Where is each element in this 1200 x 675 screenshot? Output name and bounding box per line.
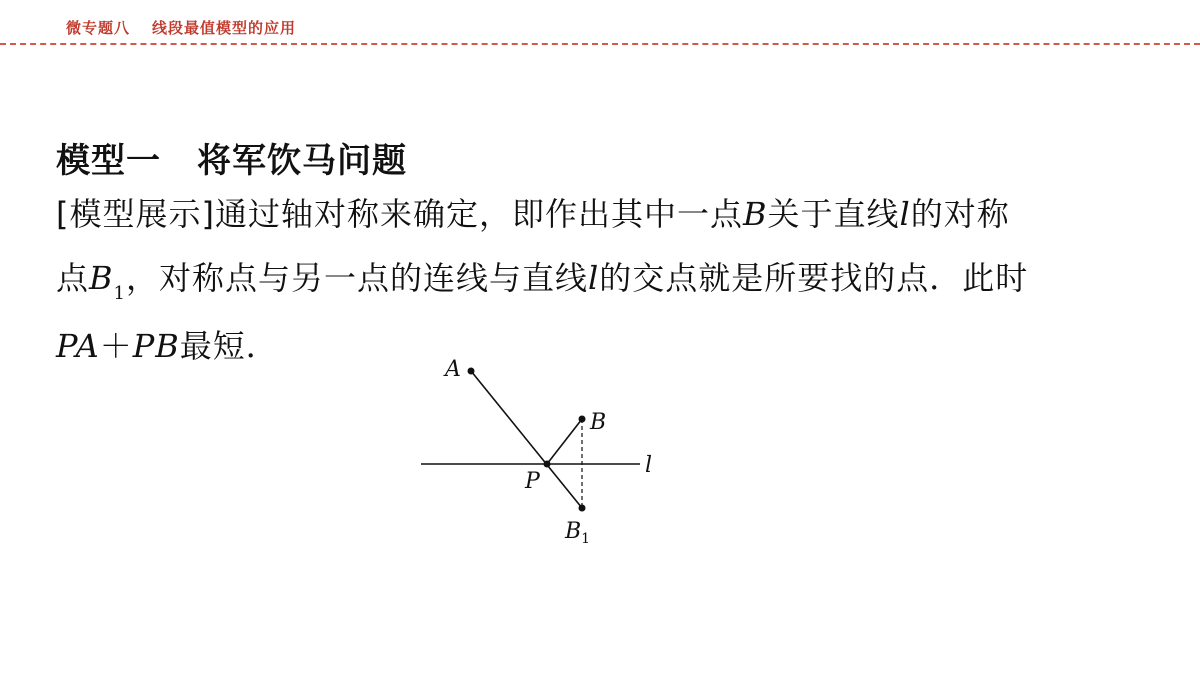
model-title-number: 模型一: [56, 141, 161, 181]
variable-B: B: [743, 195, 768, 233]
variable-B1-main: B: [89, 259, 114, 297]
model-title: [56, 138, 1156, 184]
point-P: [544, 461, 551, 468]
paragraph-line-2: [56, 244, 1156, 312]
label-A: A: [445, 357, 461, 382]
header-divider: [0, 43, 1200, 45]
text-segment: ，对称点与另一点的连线与直线: [125, 259, 588, 297]
point-B: [579, 416, 586, 423]
header-subtitle: 线段最值模型的应用: [152, 19, 297, 37]
plus-sign: ＋: [99, 327, 133, 365]
header-topic: 微专题八: [66, 19, 131, 37]
label-B: B: [590, 410, 607, 435]
text-segment: 最短．: [179, 327, 279, 365]
paragraph-line-1: [56, 184, 1156, 244]
header-title: [66, 17, 296, 38]
segment-PB: [547, 419, 582, 464]
label-B1-subscript: 1: [581, 531, 591, 547]
variable-B1: [89, 259, 126, 304]
point-B1: [579, 505, 586, 512]
label-l: l: [645, 453, 653, 478]
variable-l: l: [588, 259, 600, 297]
model-title-name: 将军饮马问题: [197, 141, 407, 181]
point-A: [468, 368, 475, 375]
text-segment: 的交点就是所要找的点．此时: [599, 259, 1029, 297]
label-B1: [564, 519, 590, 547]
main-content: [56, 138, 1156, 380]
label-B1-main: B: [565, 519, 582, 544]
variable-B1-subscript: 1: [113, 283, 126, 304]
text-segment: 关于直线: [767, 195, 900, 233]
text-segment: 点: [56, 259, 90, 297]
variable-l: l: [899, 195, 911, 233]
label-P: P: [525, 469, 540, 494]
model-tag: [模型展示]: [56, 195, 215, 233]
variable-PB: PB: [132, 327, 180, 365]
text-segment: 的对称: [910, 195, 1010, 233]
variable-PA: PA: [56, 327, 100, 365]
reflection-figure: [415, 350, 675, 550]
text-segment: 通过轴对称来确定，即作出其中一点: [214, 195, 743, 233]
